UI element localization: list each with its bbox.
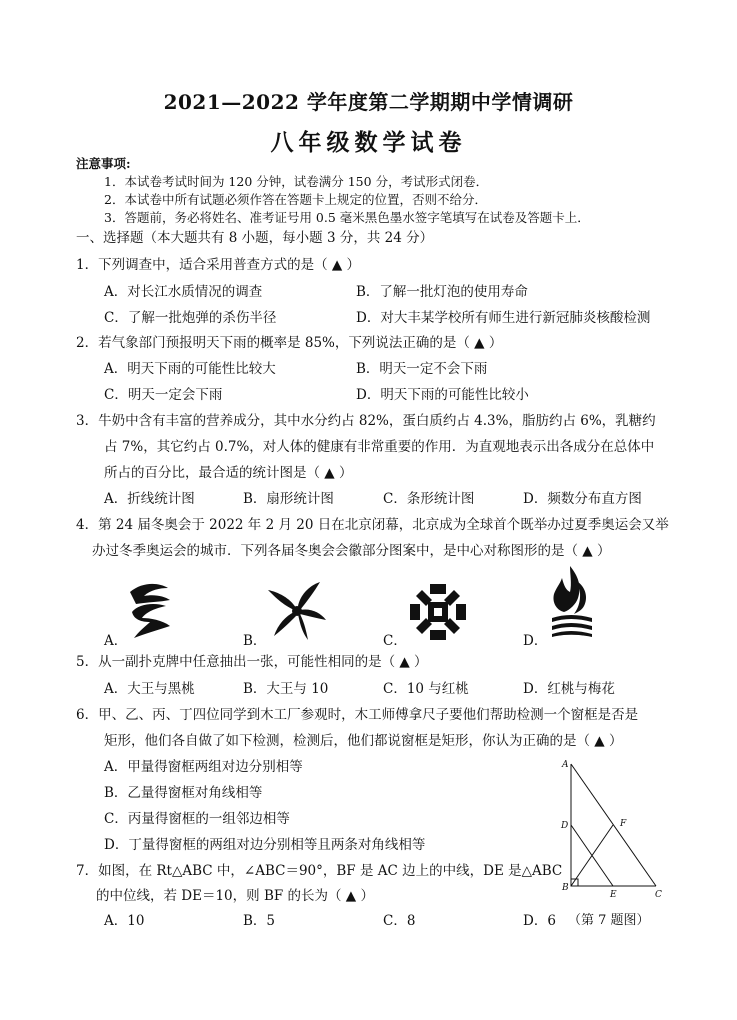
figure-7-caption: （第 7 题图） [568,913,650,928]
emblem-b-figure [264,578,328,642]
question-2-stem: 2．若气象部门预报明天下雨的概率是 85%，下列说法正确的是（ ▲ ） [76,335,503,351]
q5-option-d: D．红桃与梅花 [523,681,615,697]
q6-option-c: C．丙量得窗框的一组邻边相等 [104,811,290,827]
question-6-line: 矩形，他们各自做了如下检测，检测后，他们都说窗框是矩形，你认为正确的是（ ▲ ） [104,733,623,749]
question-4-line: 办过冬季奥运会的城市．下列各届冬奥会会徽部分图案中，是中心对称图形的是（ ▲ ） [92,543,611,559]
q1-option-a: A．对长江水质情况的调查 [104,284,263,300]
q6-option-d: D．丁量得窗框的两组对边分别相等且两条对角线相等 [104,837,426,853]
question-3-line: 3．牛奶中含有丰富的营养成分，其中水分约占 82%，蛋白质约占 4.3%，脂肪约占 6%，乳糖约 [76,413,656,429]
emblem-d-figure [548,564,596,638]
q6-option-a: A．甲量得窗框两组对边分别相等 [104,759,303,775]
note-item: 3．答题前，务必将姓名、准考证号用 0.5 毫米黑色墨水签字笔填写在试卷及答题卡上． [104,210,590,225]
q5-option-a: A．大王与黑桃 [104,681,195,697]
q5-option-b: B．大王与 10 [243,681,329,697]
q7-option-d: D．6 [523,913,556,929]
q2-option-d: D．明天下雨的可能性比较小 [356,387,529,403]
emblem-a-figure [124,578,176,640]
question-7-line: 的中位线，若 DE＝10，则 BF 的长为（ ▲ ） [96,888,374,904]
note-item: 1．本试卷考试时间为 120 分钟，试卷满分 150 分，考试形式闭卷． [104,174,489,189]
q5-option-c: C．10 与红桃 [383,681,469,697]
q2-option-c: C．明天一定会下雨 [104,387,223,403]
q2-option-b: B．明天一定不会下雨 [356,361,488,377]
section-heading: 一、选择题（本大题共有 8 小题，每小题 3 分，共 24 分） [76,230,434,246]
emblem-c-figure [408,582,468,642]
note-item: 2．本试卷中所有试题必须作答在答题卡上规定的位置，否则不给分． [104,192,487,207]
label-d: D [561,821,569,831]
q7-option-a: A．10 [104,913,145,929]
q3-option-a: A．折线统计图 [104,491,195,507]
label-b: B [562,883,569,893]
exam-subtitle: 八年级数学试卷 [270,129,467,156]
q4-option-d-label: D． [523,633,548,649]
question-6-line: 6．甲、乙、丙、丁四位同学到木工厂参观时，木工师傅拿尺子要他们帮助检测一个窗框是否是 [76,707,639,723]
question-1-stem: 1．下列调查中，适合采用普查方式的是（ ▲ ） [76,257,361,273]
question-3-line: 所占的百分比，最合适的统计图是（ ▲ ） [104,465,353,481]
label-f: F [620,819,627,829]
q6-option-b: B．乙量得窗框对角线相等 [104,785,263,801]
q7-option-b: B．5 [243,913,276,929]
question-5-stem: 5．从一副扑克牌中任意抽出一张，可能性相同的是（ ▲ ） [76,654,428,670]
triangle-figure [556,756,668,900]
q2-option-a: A．明天下雨的可能性比较大 [104,361,276,377]
question-7-line: 7．如图，在 Rt△ABC 中，∠ABC＝90°，BF 是 AC 边上的中线，DE 是△ABC [76,863,563,879]
q3-option-d: D．频数分布直方图 [523,491,642,507]
q1-option-b: B．了解一批灯泡的使用寿命 [356,284,528,300]
q7-option-c: C．8 [383,913,416,929]
q3-option-b: B．扇形统计图 [243,491,334,507]
label-e: E [610,890,617,900]
q3-option-c: C．条形统计图 [383,491,475,507]
q4-option-a-label: A． [104,633,128,649]
q4-option-b-label: B． [243,633,267,649]
q4-option-c-label: C． [383,633,407,649]
notes-heading: 注意事项: [76,156,131,171]
label-a: A [562,760,569,770]
exam-title: 2021—2022 学年度第二学期期中学情调研 [163,90,574,114]
label-c: C [655,890,662,900]
q1-option-d: D．对大丰某学校所有师生进行新冠肺炎核酸检测 [356,310,651,326]
question-4-line: 4．第 24 届冬奥会于 2022 年 2 月 20 日在北京闭幕，北京成为全球首个既举办过夏季奥运会又举 [76,517,669,533]
q1-option-c: C．了解一批炮弹的杀伤半径 [104,310,277,326]
question-3-line: 占 7%，其它约占 0.7%，对人体的健康有非常重要的作用．为直观地表示出各成分在总体中 [104,439,655,455]
